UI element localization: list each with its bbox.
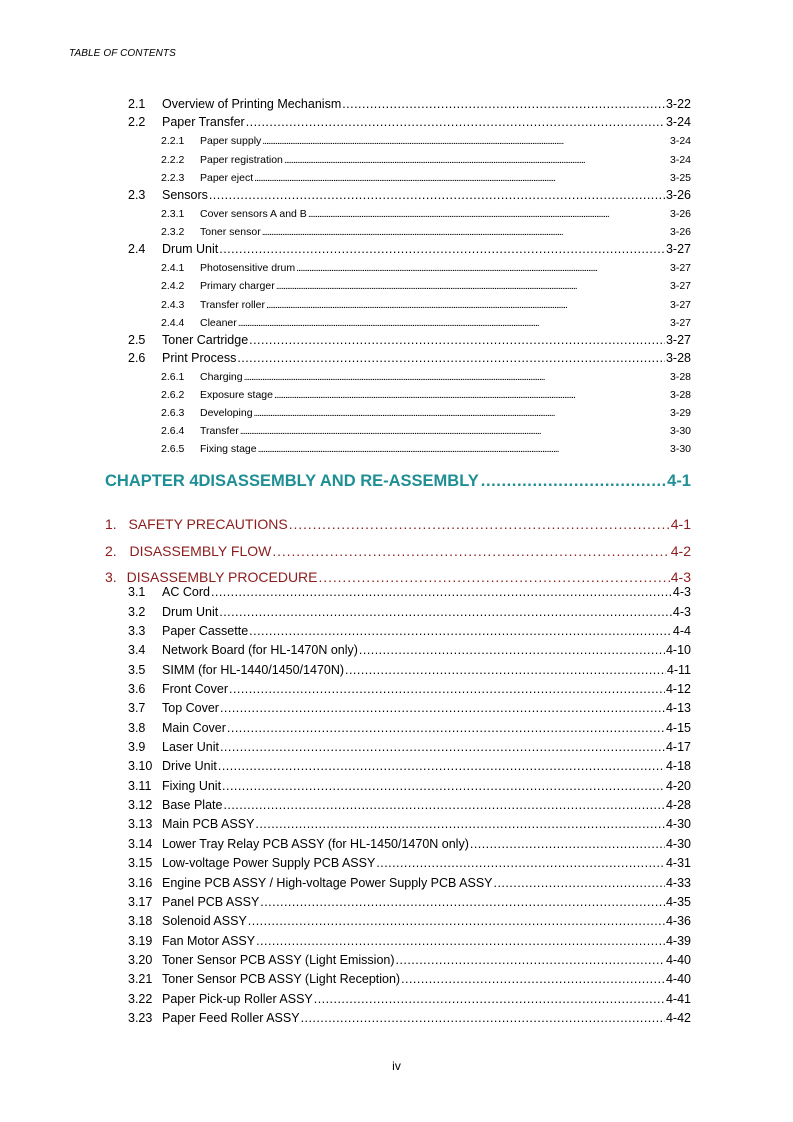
entry-title: Transfer bbox=[200, 425, 239, 438]
dot-leader bbox=[237, 351, 665, 365]
toc-entry[interactable] bbox=[128, 967, 691, 986]
toc-entry[interactable] bbox=[161, 419, 691, 437]
entry-page: 4-36 bbox=[665, 914, 691, 929]
entry-number: 3.14 bbox=[128, 836, 153, 851]
entry-title: Drum Unit bbox=[162, 604, 219, 619]
entry-number: 3.8 bbox=[128, 720, 146, 735]
dot-leader bbox=[266, 299, 669, 311]
toc-major-entry[interactable] bbox=[105, 532, 691, 558]
dot-leader bbox=[220, 740, 665, 754]
entry-number: 3.22 bbox=[128, 991, 153, 1006]
entry-title: Panel PCB ASSY bbox=[162, 894, 260, 909]
dot-leader bbox=[301, 1011, 665, 1025]
toc-entry[interactable] bbox=[161, 383, 691, 401]
entry-number: 3.13 bbox=[128, 817, 153, 832]
dot-leader bbox=[248, 914, 665, 928]
dot-leader bbox=[274, 389, 669, 401]
toc-entry[interactable] bbox=[128, 928, 691, 947]
entry-number: 3.12 bbox=[128, 798, 153, 813]
entry-title: Fan Motor ASSY bbox=[162, 933, 256, 948]
dot-leader bbox=[246, 115, 665, 129]
toc-entry[interactable] bbox=[128, 599, 691, 618]
entry-title: Paper Feed Roller ASSY bbox=[162, 1010, 300, 1025]
toc-entry[interactable] bbox=[161, 129, 691, 147]
dot-leader bbox=[249, 333, 665, 347]
dot-leader bbox=[240, 425, 669, 437]
entry-title: Main PCB ASSY bbox=[162, 817, 255, 832]
dot-leader bbox=[308, 208, 669, 220]
entry-page: 4-40 bbox=[665, 972, 691, 987]
entry-page: 3-27 bbox=[669, 262, 691, 275]
dot-leader bbox=[256, 934, 665, 948]
toc-major-entry[interactable] bbox=[105, 506, 691, 532]
entry-number: 3.18 bbox=[128, 914, 153, 929]
entry-number: 2.2.3 bbox=[161, 171, 185, 184]
dot-leader bbox=[262, 226, 669, 238]
dot-leader bbox=[229, 682, 665, 696]
toc-entry[interactable] bbox=[161, 292, 691, 310]
entry-page: 4-33 bbox=[665, 875, 691, 890]
entry-number: 2.5 bbox=[128, 332, 146, 347]
entry-page: 4-15 bbox=[665, 720, 691, 735]
toc-entry[interactable] bbox=[128, 657, 691, 676]
entry-number: 2.2 bbox=[128, 115, 146, 130]
entry-number: 2.3.1 bbox=[161, 207, 185, 220]
toc-entry[interactable] bbox=[128, 890, 691, 909]
entry-page: 4-40 bbox=[665, 952, 691, 967]
entry-page: 4-11 bbox=[666, 662, 691, 677]
entry-page: 4-28 bbox=[665, 798, 691, 813]
toc-entry[interactable] bbox=[161, 311, 691, 329]
toc-entry[interactable] bbox=[128, 329, 691, 347]
dot-leader bbox=[211, 585, 672, 599]
entry-title: Top Cover bbox=[162, 701, 219, 716]
entry-title: AC Cord bbox=[162, 585, 210, 600]
dot-leader bbox=[470, 837, 665, 851]
entry-title: Main Cover bbox=[162, 720, 226, 735]
dot-leader bbox=[345, 663, 666, 677]
chapter-number: CHAPTER 4 bbox=[105, 472, 199, 490]
dot-leader bbox=[218, 759, 665, 773]
entry-number: 3.11 bbox=[128, 778, 152, 793]
toc-entry[interactable] bbox=[128, 773, 691, 792]
entry-number: 2.6.2 bbox=[161, 389, 185, 402]
entry-title: Engine PCB ASSY / High-voltage Power Supply PCB ASSY bbox=[162, 875, 493, 890]
entry-title: DISASSEMBLY FLOW bbox=[129, 542, 272, 559]
entry-number: 3.23 bbox=[128, 1010, 153, 1025]
entry-number: 2.6.4 bbox=[161, 425, 185, 438]
entry-page: 4-31 bbox=[665, 856, 691, 871]
entry-number: 2.1 bbox=[128, 97, 146, 112]
entry-title: Lower Tray Relay PCB ASSY (for HL-1450/1470N only) bbox=[162, 836, 469, 851]
entry-title: Charging bbox=[200, 371, 243, 384]
entry-page: 4-4 bbox=[672, 624, 691, 639]
entry-title: Low-voltage Power Supply PCB ASSY bbox=[162, 856, 376, 871]
toc-entry[interactable] bbox=[128, 735, 691, 754]
dot-leader bbox=[220, 701, 665, 715]
dot-leader bbox=[284, 154, 669, 166]
entry-title: Cover sensors A and B bbox=[200, 207, 307, 220]
entry-page: 4-17 bbox=[665, 740, 691, 755]
entry-title: Paper supply bbox=[200, 135, 262, 148]
toc-entry[interactable] bbox=[128, 696, 691, 715]
toc-entry[interactable] bbox=[161, 202, 691, 220]
toc-entry[interactable] bbox=[128, 793, 691, 812]
toc-entry[interactable] bbox=[128, 184, 691, 202]
dot-leader bbox=[258, 443, 669, 455]
entry-page: 3-27 bbox=[665, 332, 691, 347]
toc-entry[interactable] bbox=[128, 812, 691, 831]
entry-title: Toner Cartridge bbox=[162, 332, 249, 347]
entry-title: Front Cover bbox=[162, 682, 228, 697]
entry-page: 4-30 bbox=[665, 836, 691, 851]
chapter-page: 4-1 bbox=[667, 472, 691, 490]
entry-page: 3-24 bbox=[669, 153, 691, 166]
dot-leader bbox=[289, 516, 670, 532]
entry-page: 3-26 bbox=[669, 226, 691, 239]
entry-number: 3.3 bbox=[128, 624, 146, 639]
entry-number: 2. bbox=[105, 542, 117, 559]
entry-number: 3.17 bbox=[128, 894, 153, 909]
dot-leader bbox=[254, 172, 669, 184]
entry-page: 4-2 bbox=[670, 542, 691, 559]
toc-entry[interactable] bbox=[128, 948, 691, 967]
entry-page: 3-27 bbox=[669, 298, 691, 311]
toc-entry[interactable] bbox=[128, 111, 691, 129]
entry-number: 3.19 bbox=[128, 933, 153, 948]
entry-title: SAFETY PRECAUTIONS bbox=[128, 516, 288, 533]
entry-page: 3-25 bbox=[669, 171, 691, 184]
entry-page: 3-28 bbox=[669, 389, 691, 402]
toc-section-disassembly-procedure bbox=[0, 580, 793, 1025]
toc-entry[interactable] bbox=[161, 401, 691, 419]
entry-title: Cleaner bbox=[200, 316, 237, 329]
dot-leader bbox=[276, 280, 669, 292]
entry-number: 2.4 bbox=[128, 242, 146, 257]
entry-number: 3.20 bbox=[128, 952, 153, 967]
entry-page: 3-27 bbox=[669, 280, 691, 293]
entry-number: 2.2.1 bbox=[161, 135, 185, 148]
entry-number: 2.6 bbox=[128, 350, 146, 365]
entry-title: Toner Sensor PCB ASSY (Light Emission) bbox=[162, 952, 395, 967]
entry-number: 2.6.1 bbox=[161, 371, 185, 384]
entry-number: 2.2.2 bbox=[161, 153, 185, 166]
entry-title: Developing bbox=[200, 407, 253, 420]
entry-title: Exposure stage bbox=[200, 389, 273, 402]
dot-leader bbox=[254, 407, 669, 419]
dot-leader bbox=[401, 972, 665, 986]
dot-leader bbox=[249, 624, 672, 638]
dot-leader bbox=[396, 953, 665, 967]
dot-leader bbox=[223, 798, 665, 812]
dot-leader bbox=[222, 779, 665, 793]
dot-leader bbox=[209, 188, 665, 202]
entry-page: 3-30 bbox=[669, 425, 691, 438]
running-header: TABLE OF CONTENTS bbox=[69, 48, 176, 59]
entry-number: 3. bbox=[105, 568, 117, 585]
entry-title: Toner Sensor PCB ASSY (Light Reception) bbox=[162, 972, 401, 987]
dot-leader bbox=[481, 472, 665, 491]
entry-page: 4-3 bbox=[672, 585, 691, 600]
dot-leader bbox=[219, 605, 672, 619]
entry-page: 4-35 bbox=[665, 894, 691, 909]
entry-number: 3.1 bbox=[128, 585, 146, 600]
entry-page: 4-18 bbox=[665, 759, 691, 774]
entry-title: Overview of Printing Mechanism bbox=[162, 97, 342, 112]
entry-number: 3.4 bbox=[128, 643, 146, 658]
toc-entry[interactable] bbox=[128, 347, 691, 365]
dot-leader bbox=[227, 721, 665, 735]
toc-entry[interactable] bbox=[161, 274, 691, 292]
toc-entry[interactable] bbox=[128, 909, 691, 928]
entry-title: Fixing stage bbox=[200, 443, 257, 456]
toc-entry[interactable] bbox=[161, 437, 691, 455]
toc-entry[interactable] bbox=[161, 220, 691, 238]
dot-leader bbox=[238, 317, 669, 329]
entry-number: 3.15 bbox=[128, 856, 153, 871]
dot-leader bbox=[314, 992, 665, 1006]
entry-title: Drum Unit bbox=[162, 242, 219, 257]
dot-leader bbox=[272, 543, 669, 559]
entry-title: Transfer roller bbox=[200, 298, 265, 311]
entry-number: 3.16 bbox=[128, 875, 153, 890]
entry-number: 3.10 bbox=[128, 759, 153, 774]
entry-page: 3-27 bbox=[669, 316, 691, 329]
entry-page: 4-3 bbox=[670, 568, 691, 585]
toc-entry[interactable] bbox=[128, 715, 691, 734]
dot-leader bbox=[260, 895, 665, 909]
toc-entry[interactable] bbox=[128, 238, 691, 256]
entry-title: SIMM (for HL-1440/1450/1470N) bbox=[162, 662, 345, 677]
entry-title: Paper Cassette bbox=[162, 624, 249, 639]
dot-leader bbox=[494, 876, 665, 890]
entry-page: 3-24 bbox=[669, 135, 691, 148]
entry-page: 3-28 bbox=[665, 350, 691, 365]
entry-number: 2.4.4 bbox=[161, 316, 185, 329]
toc-entry[interactable] bbox=[128, 93, 691, 111]
entry-page: 3-22 bbox=[665, 97, 691, 112]
toc-entry[interactable] bbox=[128, 677, 691, 696]
toc-entry[interactable] bbox=[161, 147, 691, 165]
entry-page: 3-26 bbox=[669, 207, 691, 220]
entry-page: 3-29 bbox=[669, 407, 691, 420]
entry-page: 4-20 bbox=[665, 778, 691, 793]
chapter-title: DISASSEMBLY AND RE-ASSEMBLY bbox=[198, 472, 479, 490]
entry-page: 3-27 bbox=[665, 242, 691, 257]
toc-entry[interactable] bbox=[128, 1006, 691, 1025]
page-number: iv bbox=[392, 1059, 401, 1073]
entry-page: 3-26 bbox=[665, 187, 691, 202]
entry-title: Sensors bbox=[162, 187, 208, 202]
entry-number: 3.7 bbox=[128, 701, 146, 716]
entry-page: 3-24 bbox=[665, 115, 691, 130]
dot-leader bbox=[359, 643, 665, 657]
entry-number: 3.5 bbox=[128, 662, 146, 677]
toc-entry[interactable] bbox=[128, 754, 691, 773]
dot-leader bbox=[262, 135, 669, 147]
entry-number: 3.2 bbox=[128, 604, 146, 619]
toc-section-chapter-3 bbox=[0, 93, 793, 455]
entry-page: 4-39 bbox=[665, 933, 691, 948]
dot-leader bbox=[342, 97, 665, 111]
dot-leader bbox=[376, 856, 665, 870]
toc-entry[interactable] bbox=[161, 256, 691, 274]
entry-page: 4-1 bbox=[670, 516, 691, 533]
entry-number: 3.6 bbox=[128, 682, 146, 697]
entry-title: Paper Pick-up Roller ASSY bbox=[162, 991, 313, 1006]
toc-entry[interactable] bbox=[128, 986, 691, 1005]
dot-leader bbox=[219, 242, 665, 256]
entry-page: 4-12 bbox=[665, 682, 691, 697]
entry-page: 3-30 bbox=[669, 443, 691, 456]
entry-title: Fixing Unit bbox=[162, 778, 222, 793]
entry-title: Paper registration bbox=[200, 153, 283, 166]
toc-entry[interactable] bbox=[161, 166, 691, 184]
entry-number: 2.4.3 bbox=[161, 298, 185, 311]
toc-entry[interactable] bbox=[161, 365, 691, 383]
dot-leader bbox=[296, 262, 669, 274]
entry-title: Paper Transfer bbox=[162, 115, 245, 130]
entry-title: Drive Unit bbox=[162, 759, 217, 774]
entry-number: 1. bbox=[105, 516, 117, 533]
toc-entry[interactable] bbox=[128, 870, 691, 889]
entry-page: 3-28 bbox=[669, 371, 691, 384]
entry-title: Photosensitive drum bbox=[200, 262, 296, 275]
dot-leader bbox=[255, 817, 665, 831]
entry-title: Print Process bbox=[162, 350, 237, 365]
entry-title: Laser Unit bbox=[162, 740, 219, 755]
entry-number: 2.4.2 bbox=[161, 280, 185, 293]
entry-page: 4-30 bbox=[665, 817, 691, 832]
entry-number: 2.6.5 bbox=[161, 443, 185, 456]
entry-page: 4-42 bbox=[665, 1010, 691, 1025]
entry-page: 4-3 bbox=[672, 604, 691, 619]
major-sections bbox=[105, 506, 691, 585]
entry-number: 2.3.2 bbox=[161, 226, 185, 239]
entry-number: 2.4.1 bbox=[161, 262, 185, 275]
entry-number: 3.9 bbox=[128, 740, 146, 755]
toc-entry[interactable] bbox=[128, 619, 691, 638]
dot-leader bbox=[244, 371, 669, 383]
toc-entry[interactable] bbox=[128, 851, 691, 870]
entry-page: 4-13 bbox=[665, 701, 691, 716]
entry-number: 3.21 bbox=[128, 972, 153, 987]
entry-title: Network Board (for HL-1470N only) bbox=[162, 643, 358, 658]
entry-title: DISASSEMBLY PROCEDURE bbox=[126, 568, 318, 585]
entry-title: Toner sensor bbox=[200, 226, 261, 239]
toc-entry[interactable] bbox=[128, 580, 691, 599]
entry-title: Base Plate bbox=[162, 798, 223, 813]
entry-title: Primary charger bbox=[200, 280, 275, 293]
entry-number: 2.3 bbox=[128, 187, 146, 202]
entry-title: Paper eject bbox=[200, 171, 254, 184]
entry-page: 4-41 bbox=[665, 991, 691, 1006]
toc-entry[interactable] bbox=[128, 638, 691, 657]
entry-number: 2.6.3 bbox=[161, 407, 185, 420]
chapter-heading[interactable] bbox=[105, 472, 691, 491]
toc-entry[interactable] bbox=[128, 831, 691, 850]
entry-title: Solenoid ASSY bbox=[162, 914, 247, 929]
entry-page: 4-10 bbox=[665, 643, 691, 658]
